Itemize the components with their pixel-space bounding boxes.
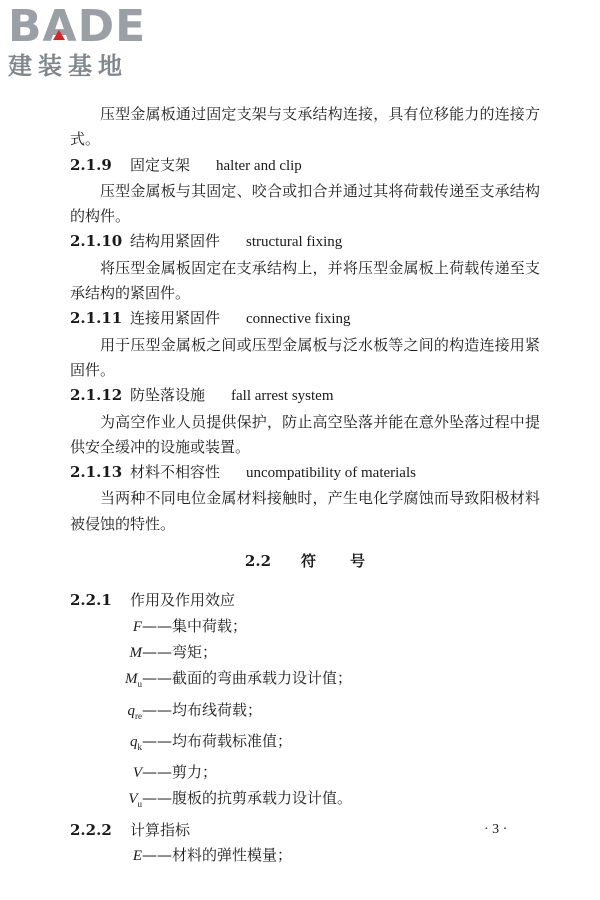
term-heading: 2.1.9 固定支架 halter and clip: [70, 155, 302, 174]
symbol-dash: ——: [142, 731, 172, 750]
symbol-definition: [70, 760, 540, 786]
symbol-dash: ——: [142, 789, 172, 808]
symbol-definition: [70, 786, 540, 817]
symbol: $q_{re}$: [127, 702, 142, 721]
symbol-description: 弯矩；: [172, 642, 218, 661]
paragraph: 为高空作业人员提供保护，防止高空坠落并能在意外坠落过程中提供安全缓冲的设施或装置。: [70, 412, 540, 456]
term-heading: 2.1.11 连接用紧固件 connective fixing: [70, 309, 351, 328]
document-body: [70, 102, 540, 869]
symbol: $q_k$: [130, 733, 142, 752]
symbol: F: [132, 618, 142, 635]
symbol-definition: [70, 640, 540, 666]
subsection-heading: 2.2.2 计算指标: [70, 820, 191, 839]
term-heading: 2.1.13 材料不相容性 uncompatibility of materials: [70, 463, 416, 482]
symbol: $V_u$: [128, 791, 142, 810]
symbol-description: 均布线荷载；: [172, 700, 263, 719]
symbol-dash: ——: [142, 763, 172, 782]
term-heading: 2.1.10 结构用紧固件 structural fixing: [70, 232, 343, 251]
symbol-description: 剪力；: [172, 763, 218, 782]
paragraph: 用于压型金属板之间或压型金属板与泛水板等之间的构造连接用紧固件。: [70, 335, 540, 379]
symbol-description: 集中荷载；: [172, 616, 248, 635]
paragraph: 压型金属板与其固定、咬合或扣合并通过其将荷载传递至支承结构的构件。: [70, 181, 540, 226]
bade-logo: [8, 1, 178, 80]
symbol-dash: ——: [142, 616, 172, 635]
logo-red-triangle-icon: [53, 30, 65, 40]
symbol-dash: ——: [142, 642, 172, 661]
symbol-definition: [70, 843, 540, 869]
symbol-dash: ——: [142, 700, 172, 719]
symbol-definition: [70, 698, 540, 729]
symbol-description: 腹板的抗剪承载力设计值。: [172, 789, 353, 808]
logo-wordmark: [8, 1, 178, 52]
symbol-dash: ——: [142, 846, 172, 865]
section-title: 2.2 符 号: [244, 552, 366, 571]
logo-subtitle: 建装基地: [8, 52, 128, 80]
symbol-description: 材料的弹性模量；: [172, 846, 293, 865]
symbol-description: 截面的弯曲承载力设计值；: [172, 669, 353, 688]
term-heading: 2.1.12 防坠落设施 fall arrest system: [70, 386, 334, 405]
symbol: $M_u$: [125, 671, 142, 690]
page-number: · 3 ·: [484, 822, 508, 837]
paragraph: 将压型金属板固定在支承结构上，并将压型金属板上荷载传递至支承结构的紧固件。: [70, 258, 540, 303]
symbol-definition: [70, 729, 540, 760]
paragraph: 当两种不同电位金属材料接触时，产生电化学腐蚀而导致阳极材料被侵蚀的特性。: [70, 489, 540, 533]
logo-letter-b: B: [8, 1, 43, 52]
logo-letter-a: A: [42, 1, 78, 52]
symbol-dash: ——: [142, 669, 172, 688]
symbol: E: [132, 848, 142, 865]
symbol-definition: [70, 666, 540, 697]
symbol-list: [70, 614, 540, 818]
symbol-definition: [70, 614, 540, 640]
logo-letters-de: DE: [77, 1, 147, 52]
symbol-description: 均布荷载标准值；: [172, 731, 293, 750]
symbol: V: [132, 765, 142, 782]
subsection-heading: 2.2.1 作用及作用效应: [70, 591, 236, 610]
symbol-list: [70, 843, 540, 869]
symbol: M: [129, 644, 142, 661]
paragraph: 压型金属板通过固定支架与支承结构连接，具有位移能力的连接方式。: [70, 105, 540, 149]
